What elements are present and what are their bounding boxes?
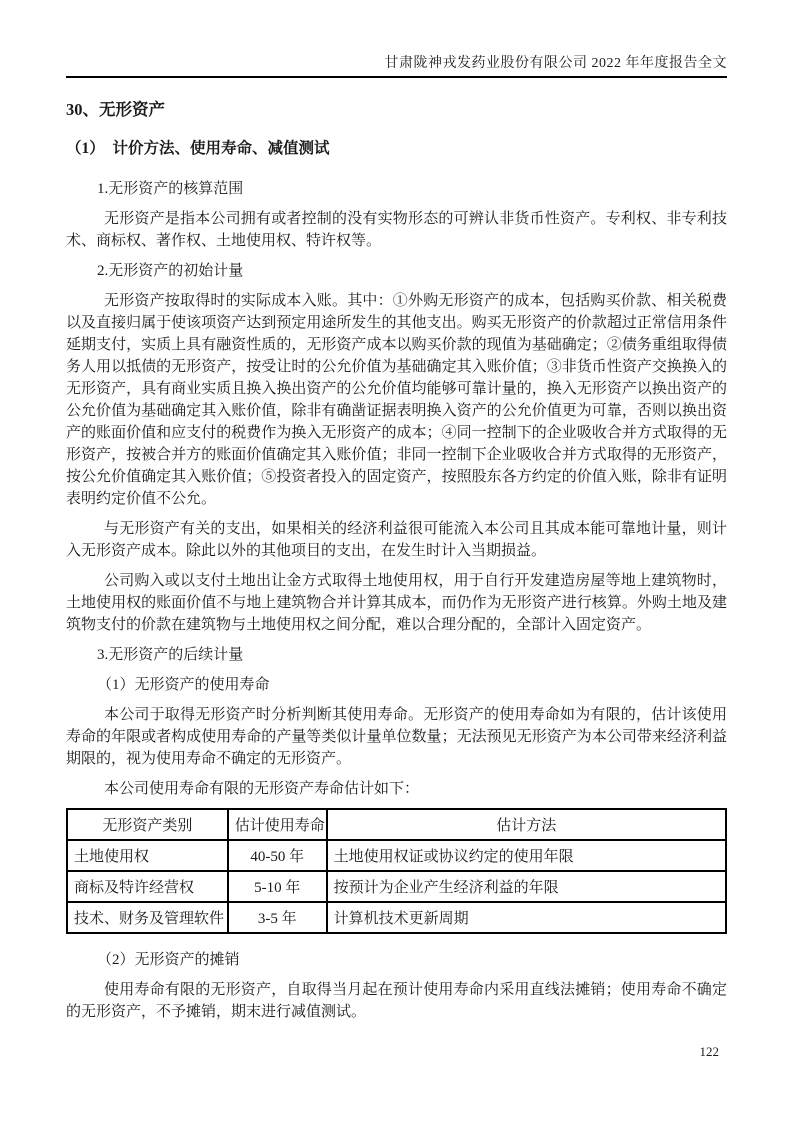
table-row (67, 902, 726, 933)
cell-asset-type: 土地使用权 (67, 840, 228, 871)
section-heading: 30、无形资产 (66, 100, 165, 119)
paragraph-land-use-right: 公司购入或以支付土地出让金方式取得土地使用权，用于自行开发建造房屋等地上建筑物时，土地使用权的账面价值不与地上建筑物合并计算其成本，而仍作为无形资产进行核算。外购土地及建筑物支付的价款在建筑物与土地使用权之间分配，难以合理分配的，全部计入固定资产。 (66, 573, 727, 633)
paragraph-useful-life-judgement: 本公司于取得无形资产时分析判断其使用寿命。无形资产的使用寿命如为有限的，估计该使用寿命的年限或者构成使用寿命的产量等类似计量单位数量；无法预见无形资产为本公司带来经济利益期限的，视为使用寿命不确定的无形资产。 (66, 707, 727, 767)
cell-estimation-method: 按预计为企业产生经济利益的年限 (327, 871, 726, 902)
column-header-estimation-method: 估计方法 (327, 809, 726, 840)
paragraph-related-expenditure: 与无形资产有关的支出，如果相关的经济利益很可能流入本公司且其成本能可靠地计量，则计入无形资产成本。除此以外的其他项目的支出，在发生时计入当期损益。 (66, 521, 727, 559)
subheading-amortization: （2）无形资产的摊销 (97, 952, 240, 968)
table-header-row (67, 809, 726, 840)
paragraph-accounting-scope: 无形资产是指本公司拥有或者控制的没有实物形态的可辨认非货币性资产。专利权、非专利技术、商标权、著作权、土地使用权、特许权等。 (66, 211, 727, 249)
numbered-subheading-1: 1.无形资产的核算范围 (97, 181, 244, 197)
cell-asset-type: 技术、财务及管理软件 (67, 902, 228, 933)
cell-asset-type: 商标及特许经营权 (67, 871, 228, 902)
cell-estimated-life: 40-50 年 (228, 840, 327, 871)
numbered-subheading-3: 3.无形资产的后续计量 (97, 647, 244, 663)
cell-estimated-life: 3-5 年 (228, 902, 327, 933)
cell-estimation-method: 土地使用权证或协议约定的使用年限 (327, 840, 726, 871)
table-row (67, 871, 726, 902)
page-number: 122 (699, 1044, 719, 1059)
column-header-estimated-life: 估计使用寿命 (228, 809, 327, 840)
table-intro: 本公司使用寿命有限的无形资产寿命估计如下： (104, 781, 420, 797)
numbered-subheading-2: 2.无形资产的初始计量 (97, 263, 244, 279)
paragraph-initial-measurement: 无形资产按取得时的实际成本入账。其中：①外购无形资产的成本，包括购买价款、相关税费以及直接归属于使该项资产达到预定用途所发生的其他支出。购买无形资产的价款超过正常信用条件延期支付，实质上具有融资性质的，无形资产成本以购买价款的现值为基础确定；②债务重组取得债务人用以抵债的无形资产，按受让时的公允价值为基础确定其入账价值；③非货币性资产交换换入的无形资产，具有商业实质且换入换出资产的公允价值均能够可靠计量的，换入无形资产以换出资产的公允价值为基础确定其入账价值，除非有确凿证据表明换入资产的公允价值更为可靠，否则以换出资产的账面价值和应支付的税费作为换入无形资产的成本；④同一控制下的企业吸收合并方式取得的无形资产，按被合并方的账面价值确定其入账价值；非同一控制下企业吸收合并方式取得的无形资产，按公允价值确定其入账价值；⑤投资者投入的固定资产，按照股东各方约定的价值入账，除非有证明表明约定价值不公允。 (66, 293, 727, 507)
report-header: 甘肃陇神戎发药业股份有限公司 2022 年年度报告全文 (66, 0, 727, 78)
cell-estimation-method: 计算机技术更新周期 (327, 902, 726, 933)
paragraph-amortization: 使用寿命有限的无形资产，自取得当月起在预计使用寿命内采用直线法摊销；使用寿命不确定的无形资产，不予摊销，期末进行减值测试。 (66, 982, 727, 1020)
useful-life-table (66, 808, 727, 934)
page-content (66, 0, 727, 1023)
subsection-heading: （1） 计价方法、使用寿命、减值测试 (66, 140, 330, 157)
subheading-useful-life: （1）无形资产的使用寿命 (97, 677, 270, 693)
column-header-asset-type: 无形资产类别 (67, 809, 228, 840)
table-row (67, 840, 726, 871)
cell-estimated-life: 5-10 年 (228, 871, 327, 902)
